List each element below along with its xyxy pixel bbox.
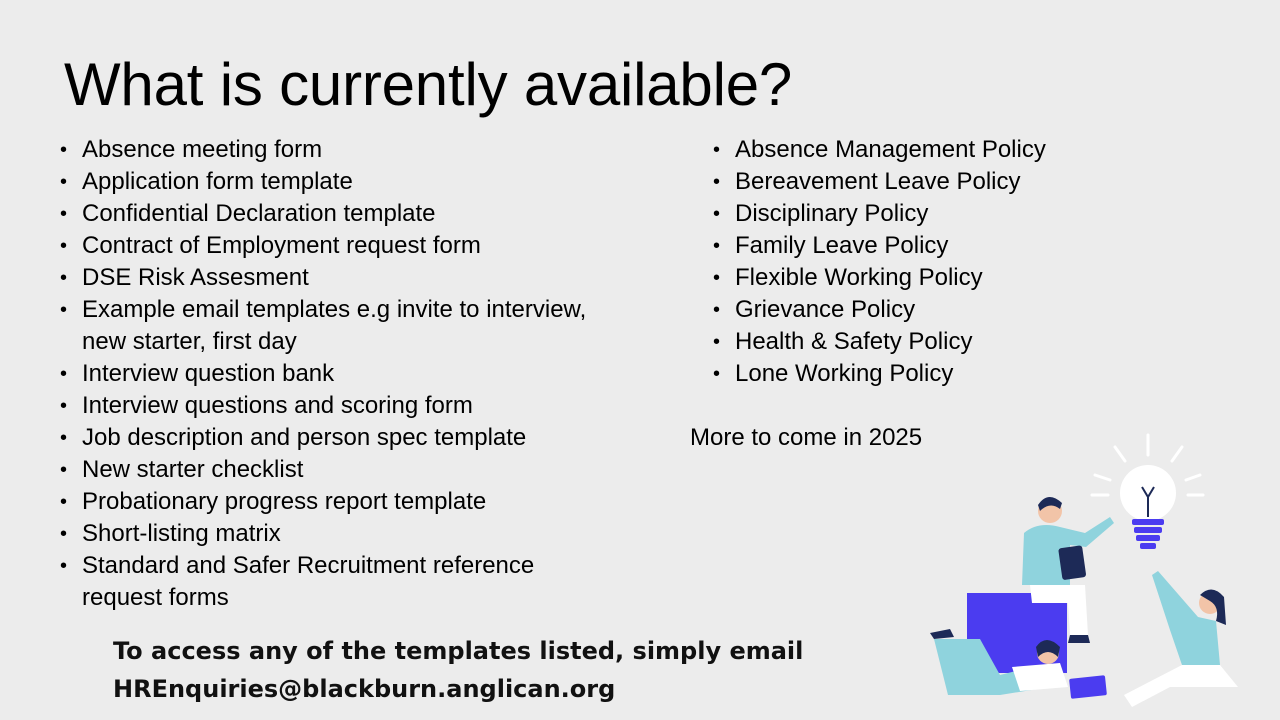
bullet-icon: •: [60, 523, 68, 545]
template-item: [60, 358, 600, 390]
access-instructions-line: To access any of the templates listed, simply email: [113, 637, 804, 665]
bullet-icon: •: [713, 299, 721, 321]
bullet-icon: •: [713, 235, 721, 257]
policy-item-label: Grievance Policy: [735, 296, 916, 323]
template-item-label: DSE Risk Assesment: [82, 264, 309, 291]
slide-title: What is currently available?: [64, 51, 793, 118]
policy-item: [713, 134, 1133, 166]
template-item-label: Application form template: [82, 168, 353, 195]
bullet-icon: •: [60, 299, 68, 321]
template-item: [60, 550, 600, 614]
access-instructions: [113, 632, 803, 708]
bullet-icon: •: [713, 267, 721, 289]
contact-email: HREnquiries@blackburn.anglican.org: [113, 675, 616, 703]
template-item: [60, 198, 600, 230]
policy-item-label: Bereavement Leave Policy: [735, 168, 1021, 195]
template-item-label: Example email templates e.g invite to interview, new starter, first day: [82, 296, 587, 355]
bullet-icon: •: [60, 267, 68, 289]
policy-item-label: Disciplinary Policy: [735, 200, 929, 227]
template-item-label: Job description and person spec template: [82, 424, 527, 451]
policy-item: [713, 230, 1133, 262]
template-item-label: Probationary progress report template: [82, 488, 487, 515]
template-item-label: Interview questions and scoring form: [82, 392, 473, 419]
bullet-icon: •: [60, 171, 68, 193]
template-item: [60, 166, 600, 198]
policy-item-label: Family Leave Policy: [735, 232, 949, 259]
template-item-label: Contract of Employment request form: [82, 232, 481, 259]
policy-item: [713, 198, 1133, 230]
policy-item: [713, 294, 1133, 326]
bullet-icon: •: [60, 235, 68, 257]
bullet-icon: •: [60, 491, 68, 513]
bullet-icon: •: [60, 555, 68, 577]
bullet-icon: •: [60, 203, 68, 225]
template-item: [60, 486, 600, 518]
policy-item-label: Absence Management Policy: [735, 136, 1046, 163]
bullet-icon: •: [60, 459, 68, 481]
templates-list: [60, 134, 600, 614]
template-item-label: Confidential Declaration template: [82, 200, 436, 227]
lightbulb-icon: [1092, 435, 1203, 549]
template-item: [60, 262, 600, 294]
person-reaching: [1124, 571, 1238, 707]
template-item: [60, 294, 600, 358]
team-illustration: [920, 425, 1240, 715]
policy-item: [713, 358, 1133, 390]
policy-item-label: Health & Safety Policy: [735, 328, 973, 355]
policies-list: [713, 134, 1133, 390]
template-item: [60, 390, 600, 422]
bullet-icon: •: [713, 203, 721, 225]
bullet-icon: •: [60, 139, 68, 161]
template-item: [60, 518, 600, 550]
template-item-label: Interview question bank: [82, 360, 335, 387]
more-to-come-text: More to come in 2025: [690, 424, 923, 451]
template-item-label: Absence meeting form: [82, 136, 323, 163]
policy-item: [713, 166, 1133, 198]
policy-item-label: Flexible Working Policy: [735, 264, 983, 291]
bullet-icon: •: [60, 427, 68, 449]
bullet-icon: •: [60, 395, 68, 417]
template-item-label: Short-listing matrix: [82, 520, 281, 547]
bullet-icon: •: [60, 363, 68, 385]
template-item: [60, 422, 600, 454]
template-item: [60, 454, 600, 486]
bullet-icon: •: [713, 139, 721, 161]
template-item-label: New starter checklist: [82, 456, 304, 483]
bullet-icon: •: [713, 363, 721, 385]
template-item-label: Standard and Safer Recruitment reference request forms: [82, 552, 535, 611]
policy-item-label: Lone Working Policy: [735, 360, 954, 387]
template-item: [60, 230, 600, 262]
policy-item: [713, 326, 1133, 358]
template-item: [60, 134, 600, 166]
bullet-icon: •: [713, 171, 721, 193]
policy-item: [713, 262, 1133, 294]
bullet-icon: •: [713, 331, 721, 353]
